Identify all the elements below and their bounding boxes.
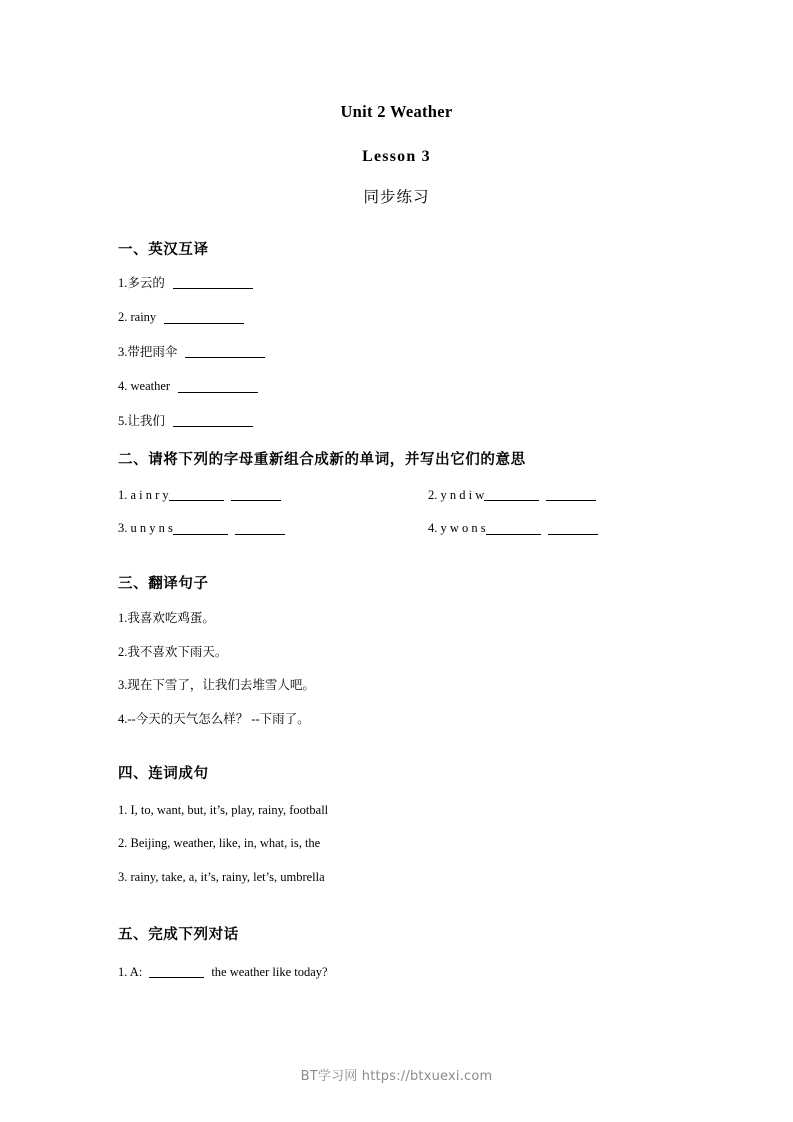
- lesson-title: Lesson 3: [362, 147, 431, 165]
- dialogue-speaker: 1. A:: [118, 964, 143, 979]
- question-text: 4. weather: [118, 379, 171, 393]
- question-row: [118, 489, 793, 502]
- question-text: 2. y n d i w: [428, 487, 485, 502]
- answer-blank-word[interactable]: [486, 526, 541, 535]
- section-two-heading: 二、请将下列的字母重新组合成新的单词，并写出它们的意思: [118, 452, 526, 468]
- answer-blank[interactable]: [178, 383, 258, 393]
- section-two-items: [118, 489, 793, 535]
- answer-blank-meaning[interactable]: [231, 492, 281, 501]
- section-four: [118, 767, 793, 883]
- question-text: 4.--今天的天气怎么样？ --下雨了。: [118, 711, 310, 726]
- question-item: [118, 804, 793, 817]
- question-text: 4. y w o n s: [428, 521, 486, 535]
- section-four-items: [118, 804, 793, 884]
- section-four-heading: 四、连词成句: [118, 766, 209, 782]
- answer-blank-word[interactable]: [169, 492, 224, 501]
- question-item: [118, 415, 793, 428]
- question-column: [428, 489, 738, 502]
- section-five-items: [118, 966, 793, 979]
- question-text: 2. Beijing, weather, like, in, what, is, the: [118, 836, 321, 850]
- question-text: the weather like today?: [211, 964, 328, 979]
- question-text: 3. rainy, take, a, it’s, rainy, let’s, umbrella: [118, 869, 325, 884]
- section-five: [118, 928, 793, 978]
- question-text: 3.现在下雪了，让我们去堆雪人吧。: [118, 678, 315, 692]
- question-item: [118, 277, 793, 290]
- question-text: 2. rainy: [118, 310, 157, 324]
- question-text: 1.我喜欢吃鸡蛋。: [118, 611, 215, 625]
- question-item: [118, 679, 793, 692]
- question-item: [118, 489, 428, 502]
- answer-blank-meaning[interactable]: [546, 492, 596, 501]
- question-item: [118, 311, 793, 324]
- question-text: 3. u n y n s: [118, 521, 173, 535]
- section-five-heading: 五、完成下列对话: [118, 927, 239, 943]
- answer-blank[interactable]: [173, 279, 253, 289]
- page-title: Unit 2 Weather: [340, 102, 453, 121]
- question-item: [118, 966, 793, 979]
- answer-blank[interactable]: [185, 348, 265, 358]
- question-text: 2.我不喜欢下雨天。: [118, 644, 228, 659]
- section-two: [118, 453, 793, 535]
- question-item: [428, 489, 738, 502]
- question-text: 5.让我们: [118, 413, 165, 428]
- question-row: [118, 522, 793, 535]
- question-column: [428, 522, 738, 535]
- question-column: [118, 489, 428, 502]
- answer-blank-word[interactable]: [173, 526, 228, 535]
- question-column: [118, 522, 428, 535]
- section-three-items: [118, 612, 793, 725]
- title-block: [0, 104, 793, 205]
- question-item: [118, 837, 793, 850]
- question-item: [118, 646, 793, 659]
- worksheet-content: [0, 243, 793, 978]
- answer-blank[interactable]: [149, 969, 204, 978]
- question-item: [118, 612, 793, 625]
- section-one: [118, 243, 793, 427]
- question-text: 1.多云的: [118, 275, 165, 290]
- question-item: [118, 380, 793, 393]
- section-one-heading: 一、英汉互译: [118, 242, 209, 258]
- question-item: [118, 346, 793, 359]
- section-three-heading: 三、翻译句子: [118, 575, 209, 592]
- question-item: [118, 871, 793, 884]
- answer-blank-meaning[interactable]: [235, 526, 285, 535]
- question-text: 1. I, to, want, but, it’s, play, rainy, football: [118, 802, 329, 817]
- section-three: [118, 577, 793, 726]
- question-item: [118, 713, 793, 726]
- footer-watermark: BT学习网 https://btxuexi.com: [300, 1069, 493, 1084]
- question-text: 3.带把雨伞: [118, 344, 178, 359]
- question-item: [428, 522, 738, 535]
- answer-blank-meaning[interactable]: [548, 526, 598, 535]
- answer-blank[interactable]: [173, 417, 253, 427]
- question-item: [118, 522, 428, 535]
- question-text: 1. a i n r y: [118, 487, 169, 502]
- answer-blank-word[interactable]: [484, 492, 539, 501]
- answer-blank[interactable]: [164, 314, 244, 324]
- section-one-items: [118, 277, 793, 428]
- worksheet-subtitle: 同步练习: [363, 187, 430, 206]
